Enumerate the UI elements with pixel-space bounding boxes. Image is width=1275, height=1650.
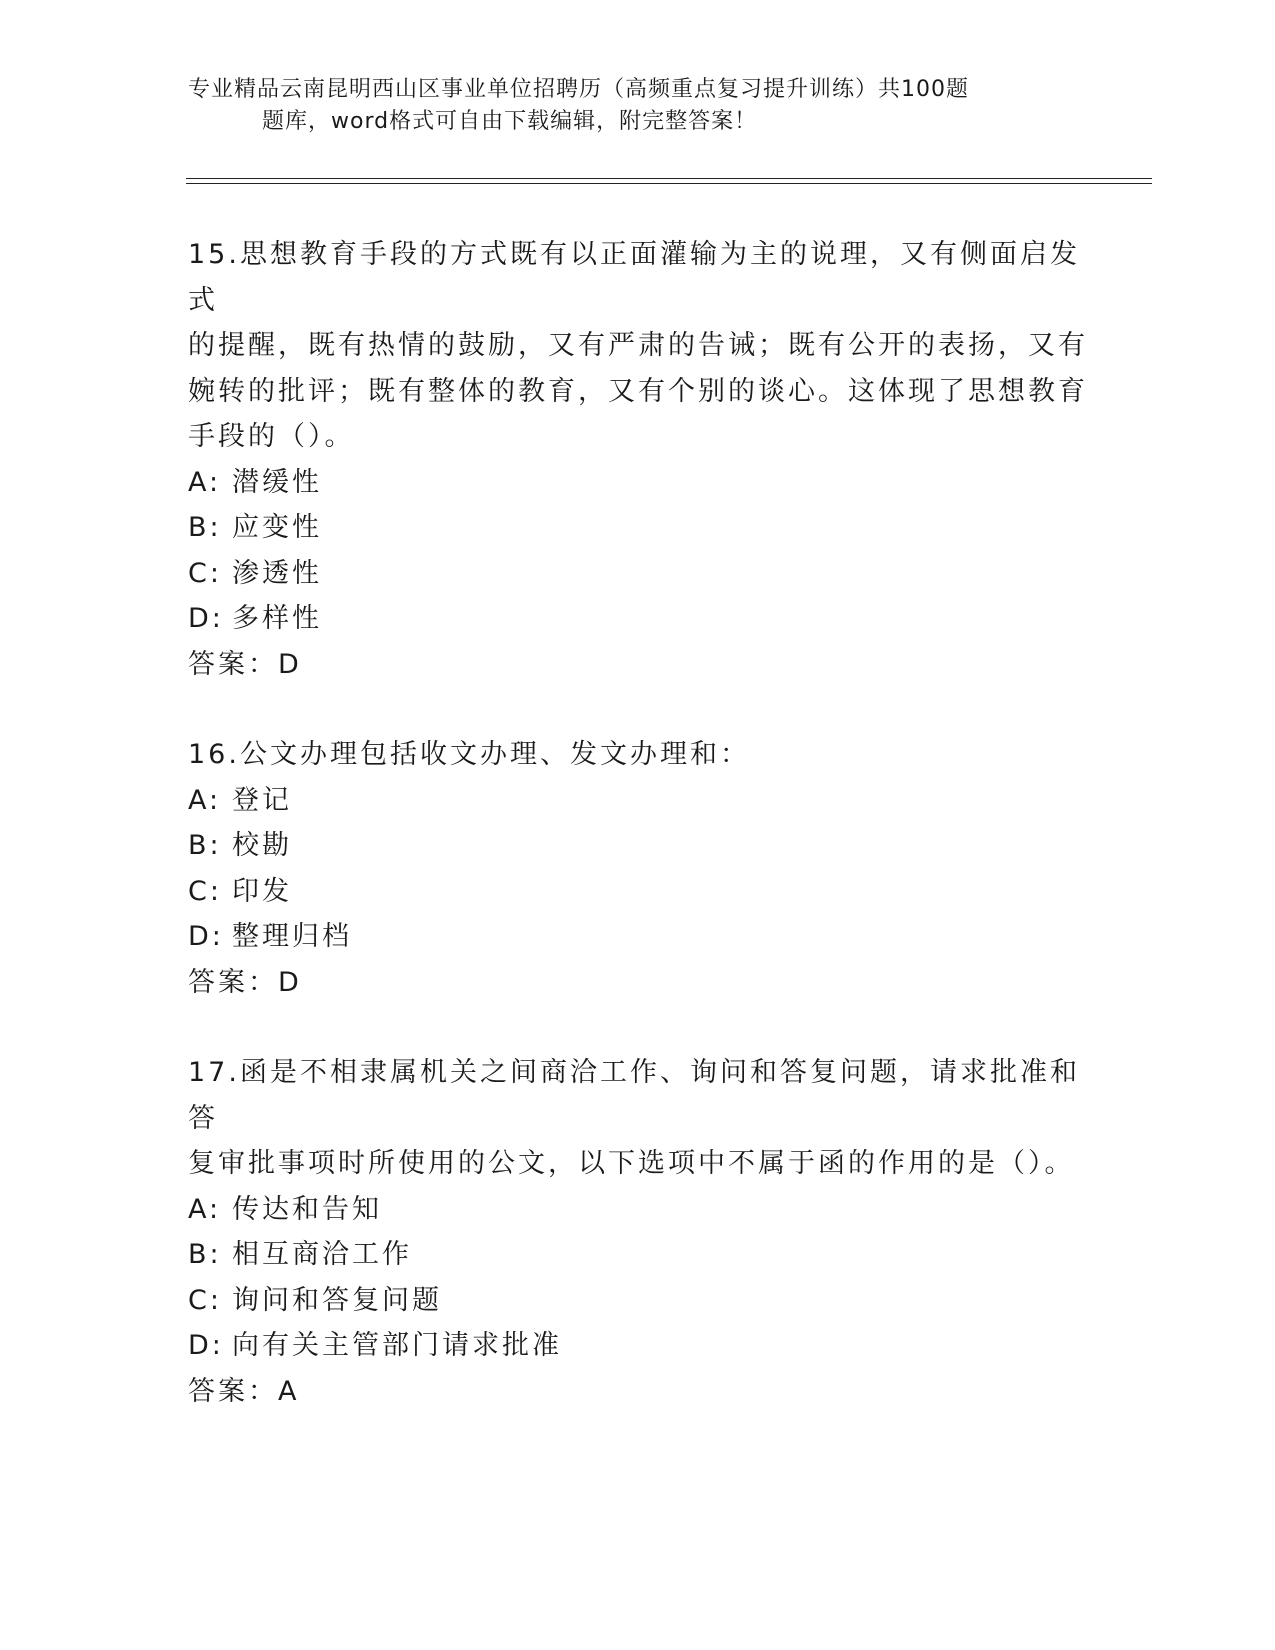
option-d	[188, 1323, 1088, 1369]
option-key: B:	[188, 512, 222, 543]
question-stem-line: 15.思想教育手段的方式既有以正面灌输为主的说理，又有侧面启发式	[188, 239, 1080, 316]
option-b	[188, 823, 1088, 869]
option-text: 印发	[232, 875, 292, 907]
option-key: A:	[188, 784, 222, 816]
option-c	[188, 1278, 1088, 1324]
option-text: 渗透性	[232, 557, 322, 589]
header-divider-top	[186, 178, 1152, 179]
option-text: 传达和告知	[232, 1193, 382, 1225]
option-a	[188, 778, 1088, 824]
option-d	[188, 596, 1088, 642]
answer-label: 答案：A	[188, 1375, 300, 1407]
option-text: 潜缓性	[232, 466, 322, 498]
option-key: B:	[188, 1239, 222, 1270]
header-divider-bottom	[186, 183, 1152, 184]
question-17	[188, 1050, 1088, 1414]
question-stem-line: 手段的（）。	[188, 421, 355, 452]
option-key: D:	[188, 921, 224, 952]
option-key: B:	[188, 830, 222, 861]
option-text: 向有关主管部门请求批准	[232, 1330, 562, 1361]
question-stem-line: 16.公文办理包括收文办理、发文办理和：	[188, 739, 750, 770]
option-key: D:	[188, 603, 224, 634]
header-title-line-1: 专业精品云南昆明西山区事业单位招聘历（高频重点复习提升训练）共100题	[188, 77, 969, 102]
question-stem-line: 复审批事项时所使用的公文，以下选项中不属于函的作用的是（）。	[188, 1148, 1075, 1179]
question-stem-line: 的提醒，既有热情的鼓励，又有严肃的告诫；既有公开的表扬，又有	[188, 330, 1088, 361]
question-stem-line: 17.函是不相隶属机关之间商洽工作、询问和答复问题，请求批准和答	[188, 1057, 1080, 1134]
option-key: A:	[188, 1193, 222, 1225]
option-key: D:	[188, 1330, 224, 1361]
question-list	[188, 232, 1088, 1459]
question-16	[188, 732, 1088, 1005]
option-c	[188, 551, 1088, 597]
question-stem-line: 婉转的批评；既有整体的教育，又有个别的谈心。这体现了思想教育	[188, 375, 1088, 407]
option-d	[188, 914, 1088, 960]
question-15	[188, 232, 1088, 687]
option-text: 应变性	[232, 512, 322, 543]
option-b	[188, 505, 1088, 551]
option-key: C:	[188, 1284, 222, 1316]
option-text: 询问和答复问题	[232, 1284, 442, 1316]
page-header	[188, 74, 1048, 138]
option-text: 整理归档	[232, 921, 352, 952]
option-text: 登记	[232, 784, 292, 816]
option-a	[188, 1187, 1088, 1233]
header-title-line-2: 题库，word格式可自由下载编辑，附完整答案！	[262, 109, 758, 134]
option-c	[188, 869, 1088, 915]
option-key: A:	[188, 466, 222, 498]
answer-label: 答案：D	[188, 648, 302, 680]
option-text: 校勘	[232, 830, 292, 861]
option-key: C:	[188, 875, 222, 907]
option-a	[188, 460, 1088, 506]
option-b	[188, 1232, 1088, 1278]
option-key: C:	[188, 557, 222, 589]
option-text: 相互商洽工作	[232, 1239, 412, 1270]
answer-label: 答案：D	[188, 966, 302, 998]
option-text: 多样性	[232, 603, 322, 634]
